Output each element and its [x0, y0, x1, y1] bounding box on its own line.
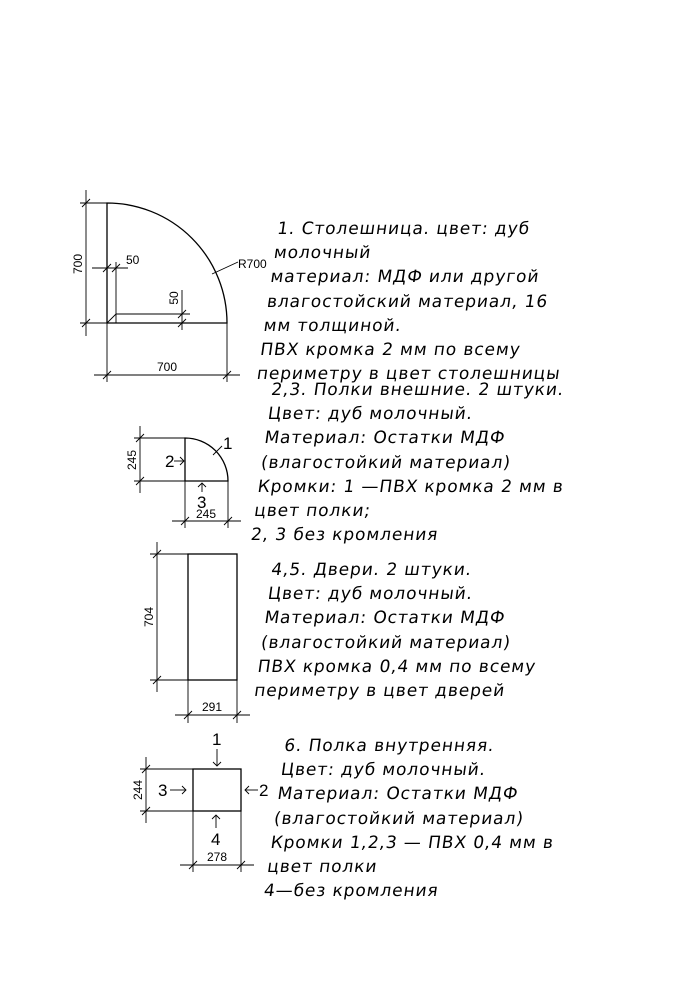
part23-edge-3-label: 3 [197, 493, 207, 512]
part6-line: (влагостойкий материал) [272, 808, 526, 829]
part23-width-label: 245 [195, 507, 217, 521]
part6-edge-3-label: 3 [158, 781, 168, 800]
part23-height-label: 245 [125, 449, 139, 471]
part6-line: Цвет: дуб молочный. [279, 760, 488, 781]
part6-shelf-outline [193, 769, 241, 811]
part45-description [253, 558, 552, 703]
part23-line: 2, 3 без кромления [249, 525, 440, 546]
part23-line: 2,3. Полки внешние. 2 штуки. [269, 380, 566, 400]
part6-description [262, 734, 569, 903]
part6-width-label: 278 [206, 850, 228, 864]
part1-line: мм толщиной. [262, 315, 404, 336]
part1-radius-label: R700 [238, 257, 267, 271]
part6-line: Материал: Остатки МДФ [276, 784, 520, 805]
part45-line: ПВХ кромка 0,4 мм по всему [256, 656, 538, 677]
part45-drawing [142, 542, 250, 723]
part1-line: влагостойский материал, 16 [265, 291, 550, 312]
part1-offset-y-label: 50 [167, 291, 181, 305]
part1-inner-diagonal [107, 314, 116, 323]
part1-line: материал: МДФ или другой [269, 267, 541, 288]
part23-drawing [125, 426, 241, 528]
part6-edge-2-label: 2 [259, 781, 269, 800]
part23-line: цвет полки; [252, 501, 373, 522]
part6-line: 6. Полка внутренняя. [282, 736, 496, 756]
part23-edge-2-label: 2 [165, 452, 175, 471]
part1-line: 1. Столешница. цвет: дуб [275, 219, 532, 239]
part6-line: 4—без кромления [262, 881, 441, 902]
part6-drawing [131, 730, 268, 872]
part45-line: (влагостойкий материал) [259, 632, 513, 653]
part1-radius-leader [212, 262, 238, 274]
part45-door-outline [188, 554, 237, 680]
part6-line: цвет полки [265, 857, 379, 878]
part6-edge-4-label: 4 [211, 830, 221, 849]
part23-edge-1-label: 1 [223, 434, 233, 453]
part45-line: Материал: Остатки МДФ [263, 608, 507, 629]
part1-width-label: 700 [156, 360, 178, 374]
part6-height-label: 244 [131, 779, 145, 801]
part45-line: периметру в цвет дверей [252, 681, 507, 702]
part1-line: молочный [272, 243, 373, 264]
part23-line: Кромки: 1 —ПВХ кромка 2 мм в [256, 476, 566, 497]
part45-height-label: 704 [142, 606, 156, 628]
part1-line: ПВХ кромка 2 мм по всему [258, 340, 523, 361]
part1-description [255, 217, 582, 386]
part45-line: 4,5. Двери. 2 штуки. [269, 560, 474, 580]
part6-line: Кромки 1,2,3 — ПВХ 0,4 мм в [269, 832, 556, 853]
part1-height-label: 700 [71, 253, 85, 275]
part23-line: (влагостойкий материал) [259, 452, 513, 473]
part23-shelf-outline [185, 438, 228, 481]
part23-line: Цвет: дуб молочный. [266, 404, 475, 425]
part45-line: Цвет: дуб молочный. [266, 584, 475, 605]
part23-line: Материал: Остатки МДФ [263, 428, 507, 449]
part1-line: периметру в цвет столешницы [255, 364, 562, 385]
part45-width-label: 291 [201, 700, 223, 714]
part1-offset-x-label: 50 [126, 253, 140, 267]
part6-edge-1-label: 1 [212, 730, 222, 749]
part1-drawing [71, 190, 267, 382]
part23-description [249, 378, 579, 547]
